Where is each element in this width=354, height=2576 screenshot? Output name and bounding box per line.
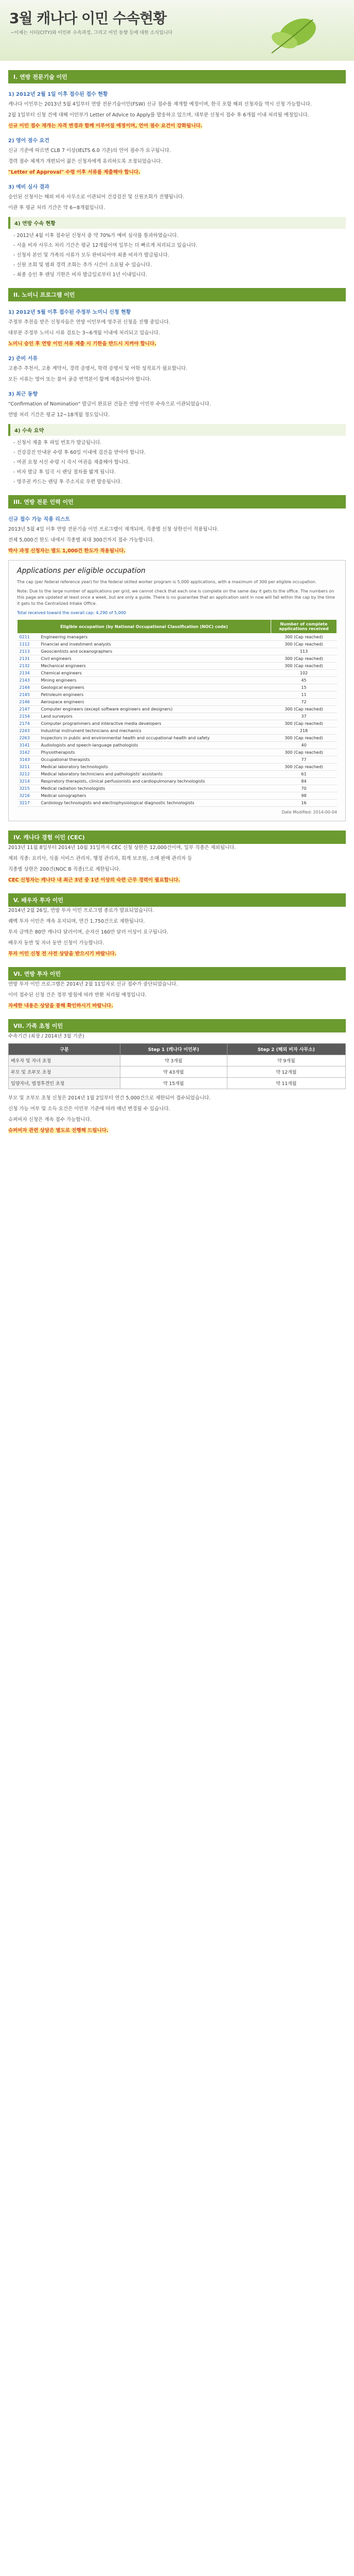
bullet-item: - 2012년 4월 이후 접수된 신청서 중 약 70%가 예비 심사를 통과하였습니다. bbox=[13, 233, 179, 239]
occ-count: 300 (Cap reached) bbox=[271, 634, 337, 641]
occ-code: 3211 bbox=[17, 764, 39, 771]
paragraph: "Confirmation of Nomination" 발급이 완료된 건들은 연방 이민부 수속으로 이관되었습니다. bbox=[8, 401, 211, 407]
paragraph: 2014년 2월 26일, 연방 투자 이민 프로그램 종료가 발표되었습니다. bbox=[8, 908, 154, 913]
bullet-item: - 서울 비자 사무소 처리 기간은 평균 12개월이며 일부는 더 빠르게 처리되고 있습니다. bbox=[13, 243, 198, 248]
col-step2: Step 2 (해외 비자 사무소) bbox=[227, 1044, 345, 1055]
occ-name: Occupational therapists bbox=[39, 756, 271, 764]
table-row bbox=[17, 706, 337, 713]
paragraph: 이관 후 평균 처리 기간은 약 6~8개월입니다. bbox=[8, 205, 105, 211]
table-row bbox=[17, 699, 337, 706]
occ-count: 77 bbox=[271, 756, 337, 764]
col-count: Number of complete applications received bbox=[271, 620, 337, 634]
occ-name: Respiratory therapists, clinical perfusionists and cardiopulmonary technologists bbox=[39, 778, 271, 785]
occ-count: 61 bbox=[271, 771, 337, 778]
page-subtitle: ~이제는 시티(CITY)와 이민부 수속과정, 그리고 이민 동향 등에 대한 소식입니다 bbox=[10, 30, 173, 36]
occ-count: 102 bbox=[271, 670, 337, 677]
table-row bbox=[17, 800, 337, 807]
paragraph: 신규 기준에 따르면 CLB 7 이상(IELTS 6.0 기준)의 언어 점수가 요구됩니다. bbox=[8, 148, 171, 154]
col-step1: Step 1 (캐나다 이민부) bbox=[120, 1044, 227, 1055]
occ-name: Engineering managers bbox=[39, 634, 271, 641]
box-heading: Applications per eligible occupation bbox=[17, 567, 146, 575]
page bbox=[0, 0, 354, 1148]
occ-name: Inspectors in public and environmental health and occupational health and safety bbox=[39, 735, 271, 742]
occ-name: Chemical engineers bbox=[39, 670, 271, 677]
subheading: 3) 최근 동향 bbox=[8, 392, 38, 397]
occ-name: Medical radiation technologists bbox=[39, 785, 271, 792]
occ-count: 70 bbox=[271, 785, 337, 792]
table-row bbox=[17, 792, 337, 800]
occ-code: 3142 bbox=[17, 749, 39, 756]
occ-count: 300 (Cap reached) bbox=[271, 720, 337, 727]
header-banner bbox=[0, 0, 354, 61]
occ-code: 2146 bbox=[17, 699, 39, 706]
paragraph: 수속기간 (최장 / 2014년 3월 기준) bbox=[8, 1033, 84, 1039]
occ-code: 2243 bbox=[17, 727, 39, 735]
paragraph: 주정부 추천을 받은 신청자들은 연방 이민부에 영주권 신청을 진행 중입니다. bbox=[8, 319, 170, 325]
occ-name: Cardiology technologists and electrophysiological diagnostic technologists bbox=[39, 800, 271, 807]
table-row bbox=[17, 691, 337, 699]
processing-table bbox=[8, 1043, 346, 1089]
table-row bbox=[17, 663, 337, 670]
occ-code: 3216 bbox=[17, 792, 39, 800]
occ-name: Aerospace engineers bbox=[39, 699, 271, 706]
subheading: 신규 접수 가능 직종 리스트 bbox=[8, 517, 70, 522]
table-row bbox=[17, 655, 337, 663]
occ-count: 72 bbox=[271, 699, 337, 706]
occ-code: 2154 bbox=[17, 713, 39, 720]
bullet-item: - 신원 조회 및 범죄 경력 조회는 추가 시간이 소요될 수 있습니다. bbox=[13, 262, 152, 268]
occ-code: 2174 bbox=[17, 720, 39, 727]
occ-code: 0211 bbox=[17, 634, 39, 641]
box-note: The cap (per federal reference year) for the federal skilled worker program is 5,000 applications, with a maximum of 300 per eligible occupation. bbox=[17, 580, 317, 584]
occ-code: 1112 bbox=[17, 641, 39, 648]
bullet-item: - 최종 승인 후 랜딩 기한은 비자 발급일로부터 1년 이내입니다. bbox=[13, 272, 147, 278]
occ-code: 3215 bbox=[17, 785, 39, 792]
occupation-rows bbox=[17, 634, 337, 807]
table-row: 입양자녀, 법정후견인 초청 약 15개월 약 11개월 bbox=[9, 1078, 346, 1089]
paragraph: 퀘벡 투자 이민은 계속 유지되며, 연간 1,750건으로 제한됩니다. bbox=[8, 919, 145, 924]
total-link[interactable]: Total received toward the overall cap: 4,290 of 5,000 bbox=[17, 611, 126, 615]
table-row bbox=[17, 727, 337, 735]
paragraph: 이미 접수된 신청 건은 정부 방침에 따라 반환 처리될 예정입니다. bbox=[8, 992, 147, 998]
occ-code: 2131 bbox=[17, 655, 39, 663]
bullet-item: - 영주권 카드는 랜딩 후 주소지로 우편 발송됩니다. bbox=[13, 479, 122, 485]
bullet-item: - 신청자 본인 및 가족의 서류가 모두 완비되어야 최종 비자가 발급됩니다. bbox=[13, 252, 169, 258]
table-row bbox=[17, 778, 337, 785]
subheading: 2) 준비 서류 bbox=[8, 356, 38, 362]
occ-name: Audiologists and speech-language pathologists bbox=[39, 742, 271, 749]
subheading: 3) 예비 심사 결과 bbox=[8, 184, 49, 190]
paragraph: 연방 처리 기간은 평균 12~18개월 정도입니다. bbox=[8, 412, 110, 418]
occ-count: 300 (Cap reached) bbox=[271, 641, 337, 648]
highlight-note: 투자 이민 신청 전 사전 상담을 받으시기 바랍니다. bbox=[8, 951, 117, 957]
occ-code: 2132 bbox=[17, 663, 39, 670]
page-title: 3월 캐나다 이민 수속현황 bbox=[9, 10, 167, 27]
paragraph: 2013년 5월 4일 이후 연방 전문기술 이민 프로그램이 재개되며, 직종별 신청 상한선이 적용됩니다. bbox=[8, 527, 219, 532]
paragraph: 대부분 주정부 노미니 서류 검토는 3~6개월 이내에 처리되고 있습니다. bbox=[8, 330, 161, 336]
subheading: 1) 2012년 5월 이후 접수된 주정부 노미니 신청 현황 bbox=[8, 310, 131, 315]
table-row bbox=[17, 785, 337, 792]
table-row bbox=[17, 742, 337, 749]
paragraph: 승인된 신청서는 해외 비자 사무소로 이관되어 건강검진 및 신원조회가 진행됩니다. bbox=[8, 194, 185, 200]
occ-code: 3141 bbox=[17, 742, 39, 749]
table-row: 부모 및 조부모 초청 약 43개월 약 12개월 bbox=[9, 1066, 346, 1078]
paragraph: 신청 가능 여부 및 소득 요건은 이민부 기준에 따라 매년 변경될 수 있습니다. bbox=[8, 1106, 170, 1112]
paragraph: 직종별 상한은 200건(NOC B 직종)으로 제한됩니다. bbox=[8, 867, 121, 872]
table-row bbox=[17, 670, 337, 677]
paragraph: 제외 직종: 요리사, 식품 서비스 관리자, 행정 관리자, 회계 보조원, 소매 판매 관리자 등 bbox=[8, 856, 192, 861]
occ-name: Medical laboratory technicians and pathologists' assistants bbox=[39, 771, 271, 778]
occ-count: 300 (Cap reached) bbox=[271, 735, 337, 742]
occ-count: 15 bbox=[271, 684, 337, 691]
bullet-item: - 여권 요청 서신 수령 시 즉시 여권을 제출해야 합니다. bbox=[13, 460, 130, 465]
occ-name: Mechanical engineers bbox=[39, 663, 271, 670]
highlight-note: 신규 이민 접수 재개는 자격 변경과 함께 이루어질 예정이며, 언어 점수 요건이 강화됩니다. bbox=[8, 123, 203, 129]
occ-name: Land surveyors bbox=[39, 713, 271, 720]
bullet-item: - 건강검진 안내문 수령 후 60일 이내에 검진을 받아야 합니다. bbox=[13, 450, 146, 455]
col-type: 구분 bbox=[9, 1044, 120, 1055]
highlight-note: 노미니 승인 후 연방 이민 서류 제출 시 기한을 반드시 지켜야 합니다. bbox=[8, 341, 156, 347]
subheading: 1) 2012년 2월 1일 이후 접수된 접수 현황 bbox=[8, 92, 108, 97]
occ-code: 2263 bbox=[17, 735, 39, 742]
subheading-bar: 4) 수속 요약 bbox=[8, 424, 346, 436]
occ-code: 3217 bbox=[17, 800, 39, 807]
occ-count: 16 bbox=[271, 800, 337, 807]
table-row bbox=[17, 749, 337, 756]
bullet-item: - 신청서 제출 후 파일 번호가 발급됩니다. bbox=[13, 440, 102, 446]
occ-name: Medical laboratory technologists bbox=[39, 764, 271, 771]
bullet-item: - 비자 발급 후 입국 시 랜딩 절차를 밟게 됩니다. bbox=[13, 469, 116, 475]
highlight-note: 자세한 내용은 상담을 통해 확인하시기 바랍니다. bbox=[8, 1003, 113, 1009]
occ-code: 3212 bbox=[17, 771, 39, 778]
occ-name: Mining engineers bbox=[39, 677, 271, 684]
occ-name: Civil engineers bbox=[39, 655, 271, 663]
occ-name: Industrial instrument technicians and mechanics bbox=[39, 727, 271, 735]
occ-code: 3214 bbox=[17, 778, 39, 785]
table-row bbox=[17, 771, 337, 778]
table-row bbox=[17, 684, 337, 691]
occ-code: 2113 bbox=[17, 648, 39, 655]
occ-name: Medical sonographers bbox=[39, 792, 271, 800]
subheading: 2) 영어 점수 요건 bbox=[8, 138, 49, 144]
occ-count: 300 (Cap reached) bbox=[271, 764, 337, 771]
table-row bbox=[17, 713, 337, 720]
occ-count: 45 bbox=[271, 677, 337, 684]
occupation-box bbox=[8, 560, 346, 821]
occ-count: 300 (Cap reached) bbox=[271, 663, 337, 670]
occ-name: Geological engineers bbox=[39, 684, 271, 691]
table-row bbox=[17, 756, 337, 764]
content bbox=[0, 70, 354, 1148]
paragraph: 전체 5,000건 한도 내에서 직종별 최대 300건까지 접수 가능합니다. bbox=[8, 537, 154, 543]
section-head-2: II. 노미니 프로그램 이민 bbox=[8, 288, 346, 301]
paragraph: 연방 투자 이민 프로그램은 2014년 2월 11일자로 신규 접수가 중단되었습니다. bbox=[8, 981, 178, 987]
paragraph: 투자 금액은 80만 캐나다 달러이며, 순자산 160만 달러 이상이 요구됩니다. bbox=[8, 929, 169, 935]
section-head-5: V. 배우자 투자 이민 bbox=[8, 893, 346, 907]
paragraph: 2월 1일부터 신청 건에 대해 이민부가 Letter of Advice to Apply를 발송하고 있으며, 대부분 신청서 접수 후 6개월 이내 처리될 예정입니다. bbox=[8, 112, 309, 118]
occ-count: 84 bbox=[271, 778, 337, 785]
occ-code: 2145 bbox=[17, 691, 39, 699]
highlight-note: 박사 과정 신청자는 별도 1,000건 한도가 적용됩니다. bbox=[8, 548, 126, 554]
occ-count: 300 (Cap reached) bbox=[271, 655, 337, 663]
paragraph: 경력 점수 체계가 개편되어 젊은 신청자에게 유리하도록 조정되었습니다. bbox=[8, 159, 163, 164]
section-head-1: I. 연방 전문기술 이민 bbox=[8, 70, 346, 83]
table-row bbox=[17, 641, 337, 648]
occ-count: 300 (Cap reached) bbox=[271, 749, 337, 756]
table-row bbox=[17, 764, 337, 771]
paragraph: 배우자 동반 및 자녀 동반 신청이 가능합니다. bbox=[8, 940, 104, 946]
section-head-4: IV. 캐나다 경험 이민 (CEC) bbox=[8, 831, 346, 844]
section-head-3: III. 연방 전문 인력 이민 bbox=[8, 495, 346, 509]
table-row bbox=[17, 677, 337, 684]
date-modified: Date Modified: 2014-00-04 bbox=[281, 810, 337, 815]
subheading-bar: 4) 연방 수속 현황 bbox=[8, 217, 346, 229]
paragraph: 2013년 11월 8일부터 2014년 10월 31일까지 CEC 신청 상한은 12,000건이며, 일부 직종은 제외됩니다. bbox=[8, 845, 236, 851]
occ-code: 2144 bbox=[17, 684, 39, 691]
occ-name: Financial and investment analysts bbox=[39, 641, 271, 648]
col-occupation: Eligible occupation (by National Occupational Classification (NOC) code) bbox=[17, 620, 271, 634]
occ-name: Computer engineers (except software engineers and designers) bbox=[39, 706, 271, 713]
paragraph: 모든 서류는 영어 또는 불어 공증 번역본이 함께 제출되어야 합니다. bbox=[8, 377, 151, 382]
table-row bbox=[17, 648, 337, 655]
table-row bbox=[17, 735, 337, 742]
box-note: Note: Due to the large number of applications per grid, we cannot check that each one is complete on the same day it gets to the office. The numbers on this page are updated at least once a week, but are only a guide. There is no guarantee that an application sent in now will fall within the cap by the time it gets to the Centralized Intake Office. bbox=[17, 589, 335, 606]
paragraph: 부모 및 조부모 초청 신청은 2014년 1월 2일부터 연간 5,000건으로 제한되어 접수되었습니다. bbox=[8, 1095, 211, 1101]
occ-count: 113 bbox=[271, 648, 337, 655]
occ-name: Computer programmers and interactive media developers bbox=[39, 720, 271, 727]
highlight-note: 슈퍼비자 관련 상담은 별도로 진행해 드립니다. bbox=[8, 1128, 109, 1133]
highlight-note: "Letter of Approval" 수령 이후 서류를 제출해야 합니다. bbox=[8, 170, 140, 175]
occ-count: 40 bbox=[271, 742, 337, 749]
occ-count: 98 bbox=[271, 792, 337, 800]
section-head-7: VII. 가족 초청 이민 bbox=[8, 1019, 346, 1032]
paragraph: 캐나다 이민부는 2013년 5월 4일부터 연방 전문기술이민(FSW) 신규 접수를 재개할 예정이며, 한국 포함 해외 신청자들 역시 신청 가능합니다. bbox=[8, 101, 312, 107]
occ-count: 11 bbox=[271, 691, 337, 699]
occ-name: Physiotherapists bbox=[39, 749, 271, 756]
occ-code: 2147 bbox=[17, 706, 39, 713]
occ-count: 218 bbox=[271, 727, 337, 735]
paragraph: 고용주 추천서, 고용 계약서, 경력 증명서, 학력 증명서 및 어학 성적표가 필요합니다. bbox=[8, 366, 188, 371]
occupation-table bbox=[17, 619, 337, 807]
table-row bbox=[17, 720, 337, 727]
occ-code: 3143 bbox=[17, 756, 39, 764]
table-row: 배우자 및 자녀 초청 약 3개월 약 9개월 bbox=[9, 1055, 346, 1066]
paragraph: 슈퍼비자 신청은 계속 접수 가능합니다. bbox=[8, 1117, 92, 1123]
occ-code: 2143 bbox=[17, 677, 39, 684]
occ-code: 2134 bbox=[17, 670, 39, 677]
leaf-icon bbox=[261, 9, 323, 56]
section-head-6: VI. 연방 투자 이민 bbox=[8, 967, 346, 980]
occ-count: 300 (Cap reached) bbox=[271, 706, 337, 713]
occ-count: 37 bbox=[271, 713, 337, 720]
table-row bbox=[17, 634, 337, 641]
occ-name: Petroleum engineers bbox=[39, 691, 271, 699]
highlight-note: CEC 신청자는 캐나다 내 최근 3년 중 1년 이상의 숙련 근무 경력이 필요합니다. bbox=[8, 877, 180, 883]
occ-name: Geoscientists and oceanographers bbox=[39, 648, 271, 655]
